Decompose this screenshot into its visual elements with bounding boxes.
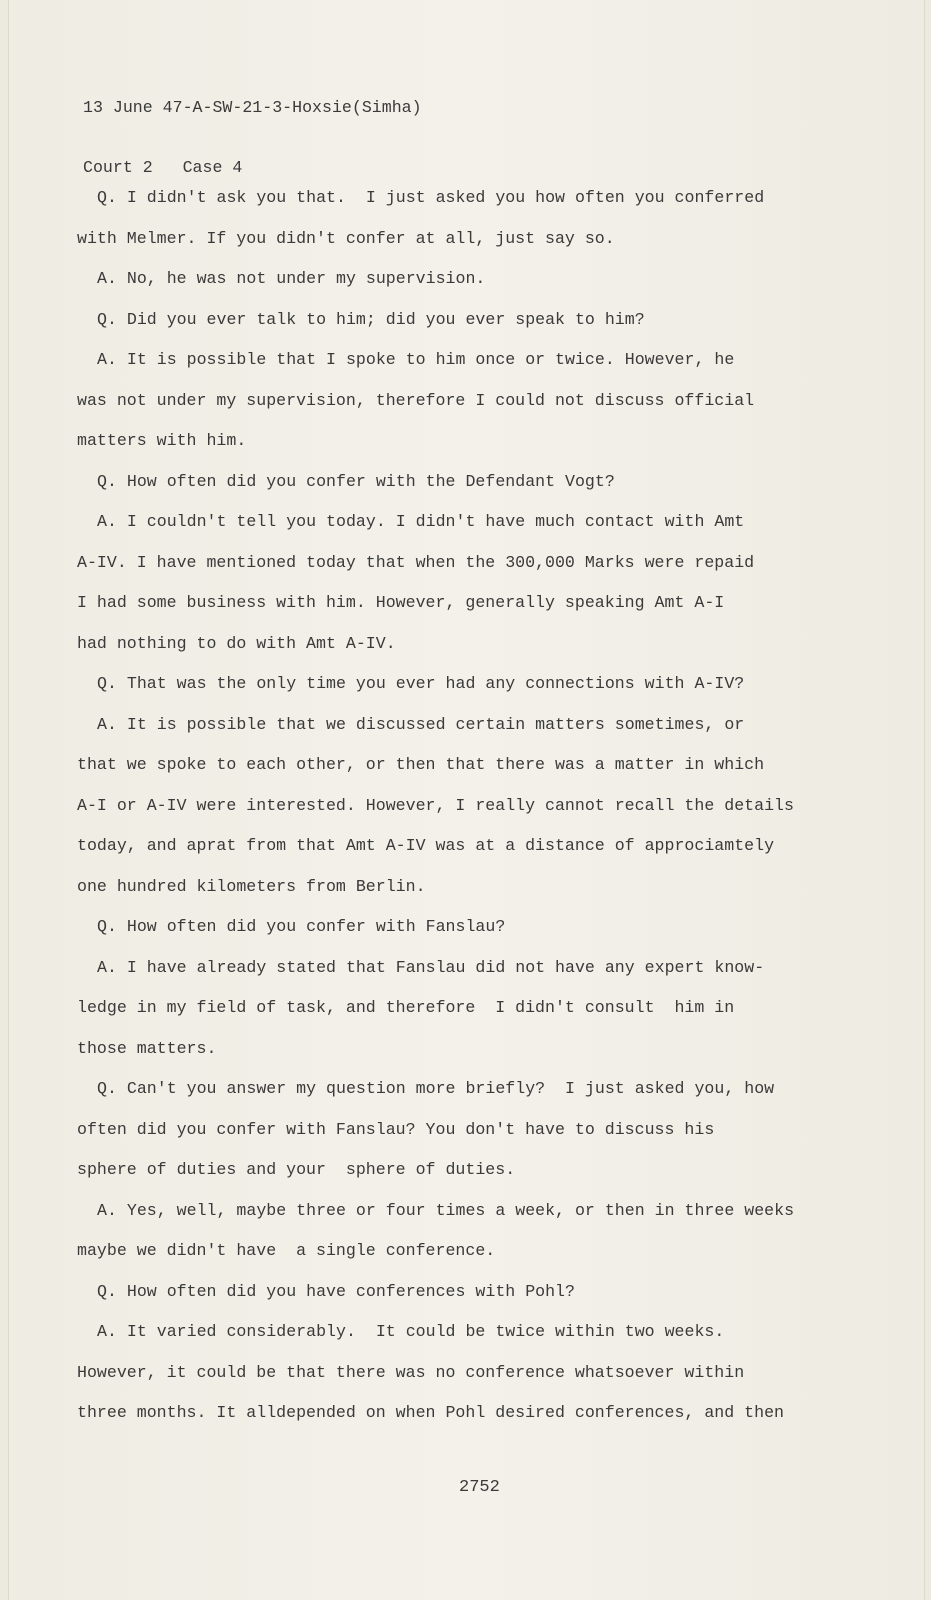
transcript-line: often did you confer with Fanslau? You don't have to discuss his (77, 1119, 715, 1139)
transcript-line: with Melmer. If you didn't confer at all, just say so. (77, 228, 615, 248)
transcript-line: Q. How often did you confer with the Defendant Vogt? (97, 471, 615, 491)
document-page (8, 0, 925, 1600)
transcript-line: today, and aprat from that Amt A-IV was at a distance of approciamtely (77, 836, 775, 855)
transcript-line: A. I have already stated that Fanslau did not have any expert know- (97, 957, 765, 977)
transcript-line: ledge in my field of task, and therefore I didn't consult him in (77, 998, 735, 1017)
transcript-line: However, it could be that there was no conference whatsoever within (77, 1362, 745, 1382)
transcript-line: A. It is possible that I spoke to him once or twice. However, he (97, 350, 735, 369)
transcript-line: maybe we didn't have a single conference. (77, 1241, 496, 1260)
transcript-line: Q. Did you ever talk to him; did you ever speak to him? (97, 309, 645, 329)
transcript-line: Q. How often did you have conferences with Pohl? (97, 1281, 575, 1301)
transcript-line: one hundred kilometers from Berlin. (77, 876, 426, 896)
transcript-line: A. Yes, well, maybe three or four times a week, or then in three weeks (97, 1200, 795, 1220)
transcript-line: those matters. (77, 1038, 217, 1058)
transcript-line: A-IV. I have mentioned today that when the 300,000 Marks were repaid (77, 552, 755, 572)
transcript-line: was not under my supervision, therefore I could not discuss official (77, 390, 755, 410)
transcript-line: three months. It alldepended on when Pohl desired conferences, and then (77, 1403, 785, 1422)
transcript-line: A. It is possible that we discussed certain matters sometimes, or (97, 714, 745, 734)
transcript-line: A. I couldn't tell you today. I didn't have much contact with Amt (97, 512, 745, 531)
transcript-line: Q. Can't you answer my question more briefly? I just asked you, how (97, 1079, 775, 1098)
transcript-body (77, 178, 794, 1434)
transcript-line: I had some business with him. However, generally speaking Amt A-I (77, 593, 725, 612)
transcript-line: A. It varied considerably. It could be twice within two weeks. (97, 1322, 725, 1341)
transcript-line: that we spoke to each other, or then that there was a matter in which (77, 755, 765, 774)
transcript-line: A. No, he was not under my supervision. (97, 269, 486, 288)
transcript-line: Q. That was the only time you ever had any connections with A-IV? (97, 674, 745, 693)
transcript-line: A-I or A-IV were interested. However, I really cannot recall the details (77, 795, 794, 815)
transcript-line: had nothing to do with Amt A-IV. (77, 633, 396, 653)
page-number: 2752 (459, 1478, 500, 1497)
header-court-case: Court 2 Case 4 (83, 158, 243, 177)
transcript-line: sphere of duties and your sphere of duties. (77, 1160, 516, 1179)
transcript-line: Q. I didn't ask you that. I just asked you how often you conferred (97, 188, 765, 207)
transcript-line: matters with him. (77, 431, 247, 450)
transcript-line: Q. How often did you confer with Fanslau? (97, 917, 506, 936)
header-reference: 13 June 47-A-SW-21-3-Hoxsie(Simha) (83, 98, 422, 117)
